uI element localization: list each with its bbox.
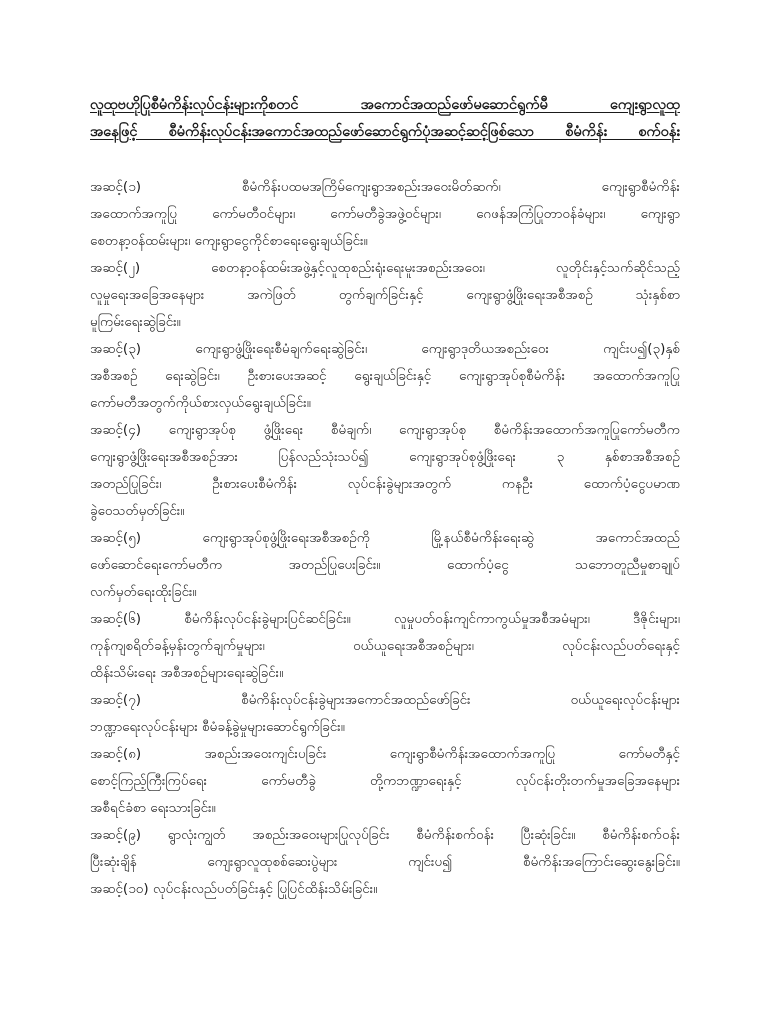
body-line: အထောက်အကူပြု ကော်မတီဝင်များ၊ ကော်မတီခွဲအဖွဲ့ဝင်များ၊ ဂေဖန်အကြံပြုတာဝန်ခံများ၊ ကျေးရွာ [90,206,680,222]
body-line: အဆင့်(၁) စီမံကိန်းပထမအကြိမ်ကျေးရွာအစည်းအဝေးမိတ်ဆက်၊ ကျေးရွာစီမံကိန်း [90,179,680,195]
document-title [90,92,680,146]
body-line: အဆင့်(၇) စီမံကိန်းလုပ်ငန်းခွဲများအကောင်အထည်ဖော်ခြင်း ဝယ်ယူရေးလုပ်ငန်းများ [90,692,680,708]
body-line: ခွဲဝေသတ်မှတ်ခြင်း။ [90,503,185,519]
body-line: ထိန်းသိမ်းရေး အစီအစဉ်များရေးဆွဲခြင်း။ [90,665,284,681]
body-line: အဆင့်(၄) ကျေးရွာအုပ်စု ဖွံ့ဖြိုးရေး စီမံချက်၊ ကျေးရွာအုပ်စု စီမံကိန်းအထောက်အကူပြုကော်မတီက [90,422,680,438]
body-line: အဆင့်(၉) ရွာလုံးကျွတ် အစည်းအဝေးများပြုလုပ်ခြင်း စီမံကိန်းစက်ဝန်း ပြီးဆုံးခြင်း။ စီမံကိန်းစက်ဝန်း [90,827,680,843]
body-line: အဆင့်(၂) စေတနာ့ဝန်ထမ်းအဖွဲ့နှင့်လူထုစည်းရုံးရေးမူးအစည်းအဝေး၊ လူတိုင်းနှင့်သက်ဆိုင်သည့် [90,260,680,276]
body-line: အစီအစဉ် ရေးဆွဲခြင်း၊ ဦးစားပေးအဆင့် ရွေးချယ်ခြင်းနှင့် ကျေးရွာအုပ်စုစီမံကိန်း အထောက်အကူပြု [90,368,680,384]
body-line: စေတနာ့ဝန်ထမ်းများ၊ ကျေးရွာငွေကိုင်စာရေးရွေးချယ်ခြင်း။ [90,233,368,249]
body-line: အဆင့်(၃) ကျေးရွာဖွံ့ဖြိုးရေးစီမံချက်ရေးဆွဲခြင်း၊ ကျေးရွာဒုတိယအစည်းဝေး ကျင်းပ၍(၃)နှစ် [90,341,680,357]
body-line: အဆင့်(၁၀) လုပ်ငန်းလည်ပတ်ခြင်းနှင့် ပြုပြင်ထိန်းသိမ်းခြင်း။ [90,881,378,897]
body-line: လက်မှတ်ရေးထိုးခြင်း။ [90,584,197,600]
title-line-1: လူထုဗဟိုပြုစီမံကိန်းလုပ်ငန်းများကိုစတင် အကောင်အထည်ဖော်မဆောင်ရွက်မီ ကျေးရွာလူထု [90,97,680,113]
body-line: ကော်မတီအတွက်ကိုယ်စားလှယ်ရွေးချယ်ခြင်း။ [90,395,311,411]
body-line: အတည်ပြုခြင်း၊ ဦးစားပေးစီမံကိန်း လုပ်ငန်းခွဲများအတွက် ကနဦး ထောက်ပံ့ငွေပမာဏ [90,476,680,492]
body-line: အဆင့်(၆) စီမံကိန်းလုပ်ငန်းခွဲများပြင်ဆင်ခြင်း။ လူမှုပတ်ဝန်းကျင်ကာကွယ်မှုအစီအမံများ၊ ဒီဇိုင်းများ၊ [90,611,680,627]
body-line: ဘဏ္ဍာရေးလုပ်ငန်းများ စီမံခန့်ခွဲမှုများဆောင်ရွက်ခြင်း။ [90,719,345,735]
body-line: စောင့်ကြည့်ကြီးကြပ်ရေး ကော်မတီခွဲ တို့ကဘဏ္ဍာရေးနှင့် လုပ်ငန်းတိုးတက်မှုအခြေအနေများ [90,773,680,789]
body-line: လူမှုရေးအခြေအနေများ အကဲဖြတ် တွက်ချက်ခြင်းနှင့် ကျေးရွာဖွံ့ဖြိုးရေးအစီအစဉ် သုံးနှစ်စာ [90,287,680,303]
body-line: အဆင့်(၅) ကျေးရွာအုပ်စုဖွံ့ဖြိုးရေးအစီအစဉ်ကို မြို့နယ်စီမံကိန်းရေးဆွဲ အကောင်အထည် [90,530,680,546]
title-line-2: အနေဖြင့် စီမံကိန်းလုပ်ငန်းအကောင်အထည်ဖော်ဆောင်ရွက်ပုံအဆင့်ဆင့်ဖြစ်သော စီမံကိန်း စက်ဝန်း [90,124,680,140]
document-body [90,174,680,903]
body-line: ကုန်ကျစရိတ်ခန့်မှန်းတွက်ချက်မှုများ၊ ဝယ်ယူရေးအစီအစဉ်များ၊ လုပ်ငန်းလည်ပတ်ရေးနှင့် [90,638,680,654]
document-page [90,92,680,903]
body-line: မူကြမ်းရေးဆွဲခြင်း။ [90,314,181,330]
body-line: ပြီးဆုံးချိန် ကျေးရွာလူထုစစ်ဆေးပွဲများ ကျင်းပ၍ စီမံကိန်းအကြောင်းဆွေးနွေးခြင်း။ [90,854,680,870]
body-line: ဖော်ဆောင်ရေးကော်မတီက အတည်ပြုပေးခြင်း။ ထောက်ပံ့ငွေ သဘောတူညီမှုစာချုပ် [90,557,680,573]
body-line: ကျေးရွာဖွံ့ဖြိုးရေးအစီအစဉ်အား ပြန်လည်သုံးသပ်၍ ကျေးရွာအုပ်စုဖွံ့ဖြိုးရေး ၃ နှစ်စာအစီအစဉ် [90,449,680,465]
body-line: အစီရင်ခံစာ ရေးသားခြင်း။ [90,800,216,816]
body-line: အဆင့်(၈) အစည်းအဝေးကျင်းပခြင်း ကျေးရွာစီမံကိန်းအထောက်အကူပြု ကော်မတီနှင့် [90,746,680,762]
